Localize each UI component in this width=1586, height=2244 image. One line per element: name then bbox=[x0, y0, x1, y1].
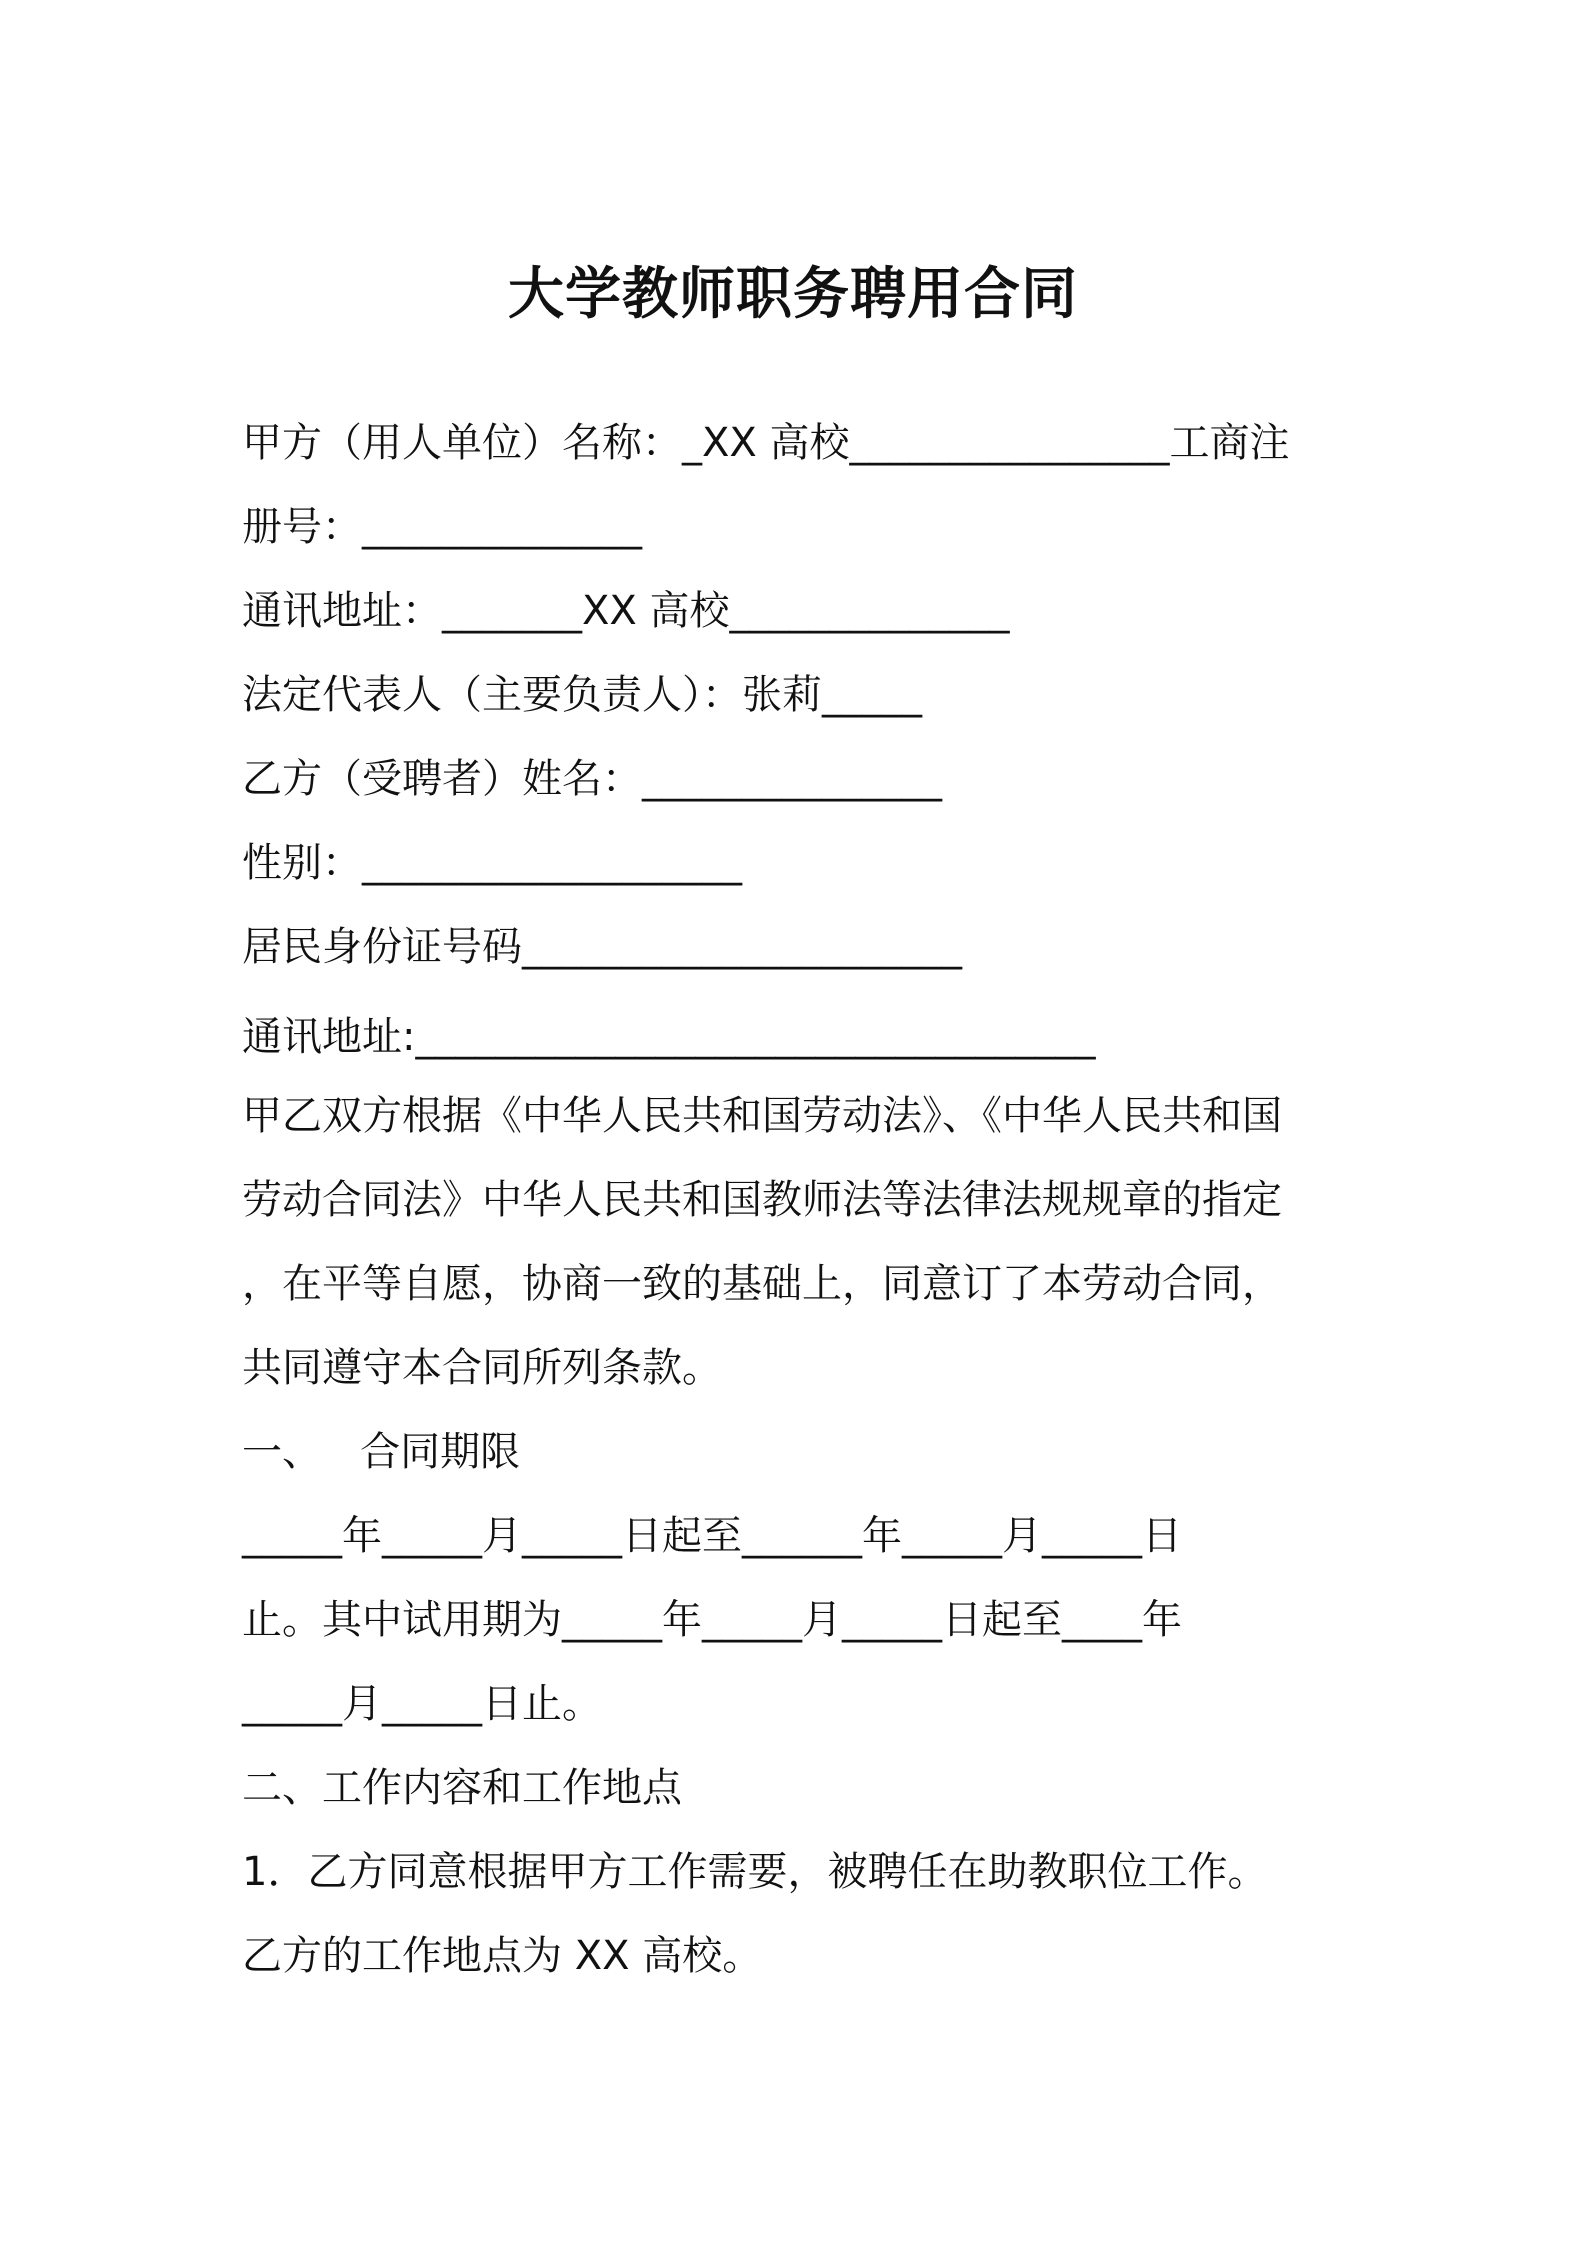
gender-line: 性别：___________________ bbox=[242, 840, 742, 886]
legal-representative-line: 法定代表人（主要负责人）：张莉_____ bbox=[242, 672, 922, 718]
party-b-name-line: 乙方（受聘者）姓名：_______________ bbox=[242, 756, 942, 802]
preamble-line-3: ，在平等自愿，协商一致的基础上，同意订了本劳动合同， bbox=[242, 1261, 1282, 1307]
contract-term-line-2: 止。其中试用期为_____年_____月_____日起至____年 bbox=[242, 1597, 1182, 1643]
party-a-name-line: 甲方（用人单位）名称：_XX 高校________________工商注 bbox=[242, 420, 1290, 466]
party-b-address-line: 通讯地址:__________________________________ bbox=[242, 1014, 1096, 1060]
preamble-line-4: 共同遵守本合同所列条款。 bbox=[242, 1345, 722, 1391]
id-number-line: 居民身份证号码______________________ bbox=[242, 924, 962, 970]
contract-term-line-1: _____年_____月_____日起至______年_____月_____日 bbox=[242, 1513, 1182, 1559]
contract-term-line-3: _____月_____日止。 bbox=[242, 1681, 602, 1727]
section-two-heading: 二、工作内容和工作地点 bbox=[242, 1765, 682, 1811]
preamble-line-1: 甲乙双方根据《中华人民共和国劳动法》、《中华人民共和国 bbox=[242, 1093, 1282, 1139]
work-content-line-1: 1．乙方同意根据甲方工作需要，被聘任在助教职位工作。 bbox=[242, 1849, 1268, 1895]
preamble-line-2: 劳动合同法》中华人民共和国教师法等法律法规规章的指定 bbox=[242, 1177, 1282, 1223]
work-location-line: 乙方的工作地点为 XX 高校。 bbox=[242, 1933, 763, 1979]
section-one-heading: 一、 合同期限 bbox=[242, 1429, 521, 1475]
party-a-address-line: 通讯地址：_______XX 高校______________ bbox=[242, 588, 1010, 634]
registration-number-line: 册号：______________ bbox=[242, 504, 642, 550]
document-title: 大学教师职务聘用合同 bbox=[508, 262, 1078, 327]
